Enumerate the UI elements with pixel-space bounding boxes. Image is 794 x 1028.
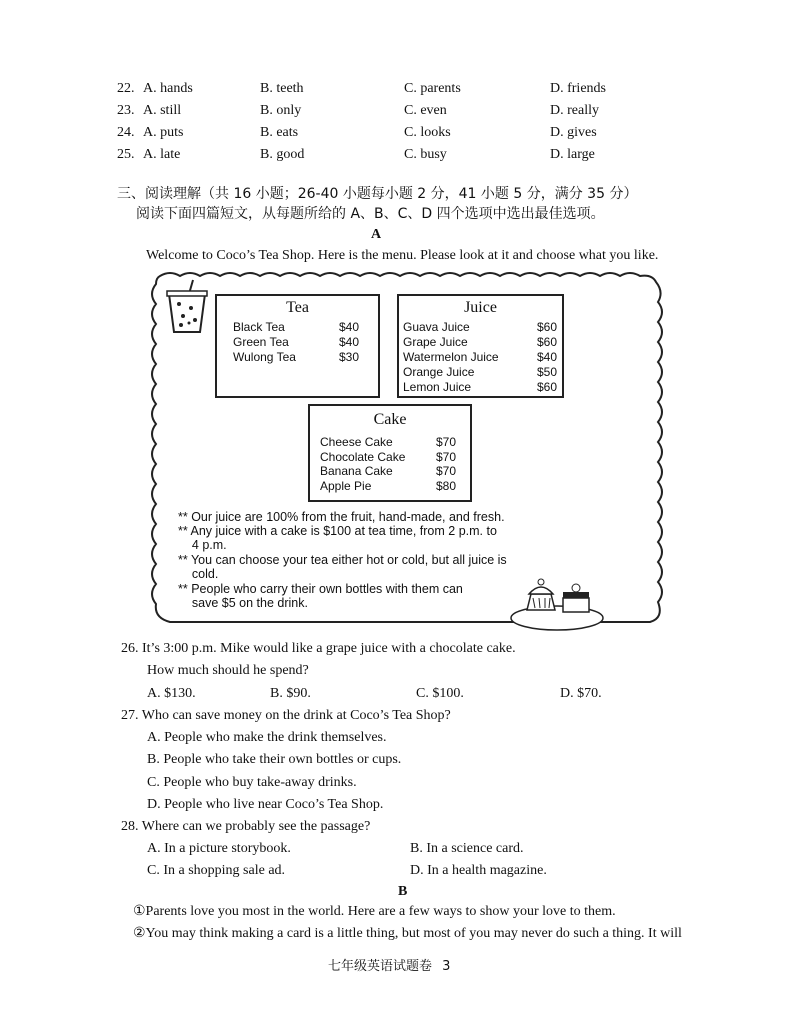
q27-option-a: A. People who make the drink themselves. xyxy=(147,730,387,745)
menu-item xyxy=(233,335,359,350)
menu-item xyxy=(403,380,557,395)
menu-item xyxy=(320,435,456,450)
menu-note: 4 p.m. xyxy=(178,538,227,552)
option-c: C. parents xyxy=(404,81,461,96)
choice-row-22 xyxy=(117,81,677,101)
passage-b-line: ①Parents love you most in the world. Here are a few ways to show your love to them. xyxy=(133,904,616,919)
item-price: $40 xyxy=(536,350,557,364)
menu-item xyxy=(320,464,456,479)
choice-number: 24. xyxy=(117,125,135,140)
item-price: $60 xyxy=(536,380,557,394)
section-heading: 三、阅读理解（共 16 小题；26-40 小题每小题 2 分，41 小题 5 分，满分 35 分） xyxy=(117,186,638,202)
option-b: B. good xyxy=(260,147,305,162)
q26-option-d: D. $70. xyxy=(560,686,602,701)
cake-menu-box xyxy=(308,404,472,502)
menu-note: save $5 on the drink. xyxy=(178,596,308,610)
item-name: Black Tea xyxy=(233,320,285,334)
choice-number: 22. xyxy=(117,81,135,96)
option-c: C. looks xyxy=(404,125,451,140)
option-a: A. late xyxy=(143,147,181,162)
passage-b-letter: B xyxy=(398,884,408,899)
choice-number: 23. xyxy=(117,103,135,118)
item-price: $40 xyxy=(338,335,359,349)
item-name: Lemon Juice xyxy=(403,380,472,394)
cake-title: Cake xyxy=(373,411,407,428)
item-name: Wulong Tea xyxy=(233,350,296,364)
q27-option-d: D. People who live near Coco’s Tea Shop. xyxy=(147,797,384,812)
menu-note: ** People who carry their own bottles with them can xyxy=(178,582,463,596)
item-name: Green Tea xyxy=(233,335,289,349)
item-name: Banana Cake xyxy=(320,464,393,478)
choice-row-23 xyxy=(117,103,677,123)
item-price: $50 xyxy=(536,365,557,379)
tea-title: Tea xyxy=(286,299,309,316)
option-d: D. really xyxy=(550,103,599,118)
q27-option-c: C. People who buy take-away drinks. xyxy=(147,775,357,790)
option-b: B. eats xyxy=(260,125,299,140)
juice-title: Juice xyxy=(464,299,497,316)
question-26-stem-cont: How much should he spend? xyxy=(147,663,309,678)
menu-item xyxy=(233,320,359,335)
q27-option-b: B. People who take their own bottles or cups. xyxy=(147,752,402,767)
item-price: $30 xyxy=(338,350,359,364)
option-d: D. gives xyxy=(550,125,597,140)
page-number: 3 xyxy=(442,959,451,974)
option-b: B. teeth xyxy=(260,81,304,96)
menu-item xyxy=(403,335,557,350)
item-price: $60 xyxy=(536,320,557,334)
item-name: Guava Juice xyxy=(403,320,470,334)
menu-note: cold. xyxy=(178,567,219,581)
menu-item xyxy=(233,350,359,365)
option-a: A. hands xyxy=(143,81,193,96)
question-28-stem: 28. Where can we probably see the passage? xyxy=(121,819,371,834)
choice-number: 25. xyxy=(117,147,135,162)
page-footer xyxy=(328,955,450,974)
menu-note: ** You can choose your tea either hot or cold, but all juice is xyxy=(178,553,507,567)
option-a: A. still xyxy=(143,103,182,118)
item-price: $70 xyxy=(435,435,456,449)
item-price: $70 xyxy=(435,464,456,478)
cake-plate-icon xyxy=(507,572,607,634)
choice-row-25 xyxy=(117,147,677,167)
item-price: $60 xyxy=(536,335,557,349)
q28-option-b: B. In a science card. xyxy=(410,841,524,856)
item-name: Orange Juice xyxy=(403,365,475,379)
menu-item xyxy=(320,450,456,465)
question-27-stem: 27. Who can save money on the drink at Coco’s Tea Shop? xyxy=(121,708,451,723)
option-d: D. large xyxy=(550,147,595,162)
menu-note: ** Any juice with a cake is $100 at tea time, from 2 p.m. to xyxy=(178,524,497,538)
option-b: B. only xyxy=(260,103,302,118)
q26-option-a: A. $130. xyxy=(147,686,196,701)
q28-option-c: C. In a shopping sale ad. xyxy=(147,863,286,878)
juice-menu-box xyxy=(397,294,564,398)
footer-label: 七年级英语试题卷 xyxy=(328,959,433,974)
item-price: $70 xyxy=(435,450,456,464)
section-instruction: 阅读下面四篇短文，从每题所给的 A、B、C、D 四个选项中选出最佳选项。 xyxy=(136,206,605,222)
q28-option-d: D. In a health magazine. xyxy=(410,863,547,878)
item-name: Watermelon Juice xyxy=(403,350,499,364)
item-name: Cheese Cake xyxy=(320,435,393,449)
menu-item xyxy=(320,479,456,494)
choice-row-24 xyxy=(117,125,677,145)
option-c: C. busy xyxy=(404,147,447,162)
menu-item xyxy=(403,350,557,365)
q26-option-c: C. $100. xyxy=(416,686,464,701)
bubble-tea-cup-icon xyxy=(163,278,213,336)
menu-note: ** Our juice are 100% from the fruit, hand-made, and fresh. xyxy=(178,510,505,524)
item-price: $40 xyxy=(338,320,359,334)
passage-a-letter: A xyxy=(371,227,382,242)
option-d: D. friends xyxy=(550,81,606,96)
item-name: Apple Pie xyxy=(320,479,372,493)
question-26-stem: 26. It’s 3:00 p.m. Mike would like a grape juice with a chocolate cake. xyxy=(121,641,516,656)
q26-option-b: B. $90. xyxy=(270,686,311,701)
item-name: Grape Juice xyxy=(403,335,468,349)
option-c: C. even xyxy=(404,103,447,118)
item-price: $80 xyxy=(435,479,456,493)
passage-a-intro: Welcome to Coco’s Tea Shop. Here is the menu. Please look at it and choose what you like. xyxy=(146,248,659,263)
menu-item xyxy=(403,320,557,335)
item-name: Chocolate Cake xyxy=(320,450,406,464)
q28-option-a: A. In a picture storybook. xyxy=(147,841,291,856)
option-a: A. puts xyxy=(143,125,184,140)
menu-item xyxy=(403,365,557,380)
tea-menu-box xyxy=(215,294,380,398)
passage-b-line: ②You may think making a card is a little thing, but most of you may never do such a thing. It will xyxy=(133,926,682,941)
